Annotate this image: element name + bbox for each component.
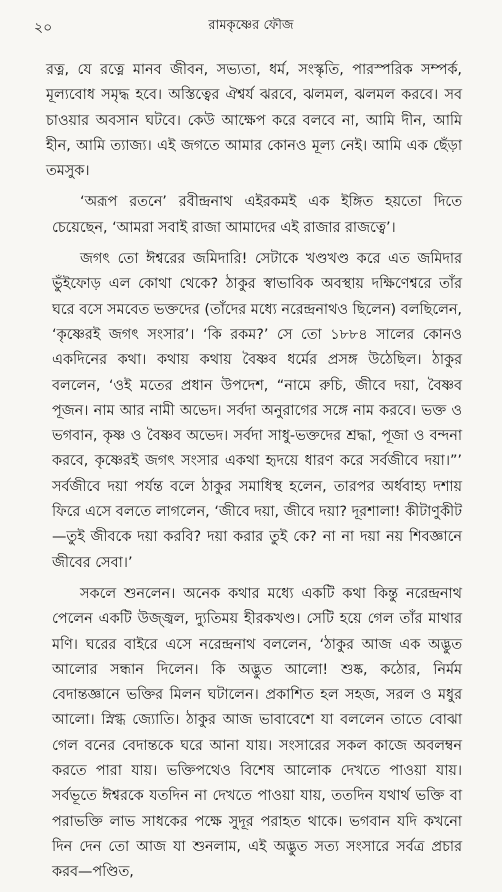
body-text <box>46 58 462 892</box>
paragraph-continuation: রত্ন, যে রত্নে মানব জীবন, সভ্যতা, ধর্ম, সংস্কৃতি, পারস্পরিক সম্পর্ক, মূল্যবোধ সমৃদ্ধ হবে। অস্তিত্বের ঐশ্বর্য ঝরবে, ঝলমল, ঝলমল করবে। সব চাওয়ার অবসান ঘটবে। কেউ আক্ষেপ করে বলবে না, আমি দীন, আমি হীন, আমি ত্যাজ্য। এই জগতে আমার কোনও মূল্য নেই। আমি এক ছেঁড়া তমসুক। <box>46 62 462 180</box>
paragraph: ‘অরূপ রতনে’ রবীন্দ্রনাথ এইরকমই এক ইঙ্গিত হয়তো দিতে চেয়েছেন, ‘আমরা সবাই রাজা আমাদের এই রাজার রাজত্বে’। <box>52 194 462 236</box>
running-title: রামকৃষ্ণের ফৌজ <box>208 18 294 33</box>
paragraph: সকলে শুনলেন। অনেক কথার মধ্যে একটি কথা কিন্তু নরেন্দ্রনাথ পেলেন একটি উজ্জ্বল, দ্যুতিময় হীরকখণ্ড। সেটি হয়ে গেল তাঁর মাথার মণি। ঘরের বাইরে এসে নরেন্দ্রনাথ বললেন, ‘ঠাকুর আজ এক অদ্ভুত আলোর সন্ধান দিলেন। কি অদ্ভুত আলো! শুষ্ক, কঠোর, নির্মম বেদান্তজ্ঞানে ভক্তির মিলন ঘটালেন। প্রকাশিত হল সহজ, সরল ও মধুর আলো। স্নিগ্ধ জ্যোতি। ঠাকুর আজ ভাবাবেশে যা বললেন তাতে বোঝা গেল বনের বেদান্তকে ঘরে আনা যায়। সংসারের সকল কাজে অবলম্বন করতে পারা যায়। ভক্তিপথেও বিশেষ আলোক দেখতে পাওয়া যায়। সর্বভূতে ঈশ্বরকে যতদিন না দেখতে পাওয়া যায়, ততদিন যথার্থ ভক্তি বা পরাভক্তি লাভ সাধকের পক্ষে সুদূর পরাহত থাকে। ভগবান যদি কখনো দিন দেন তো আজ যা শুনলাম, এই অদ্ভুত সত্য সংসারে সর্বত্র প্রচার করব—পণ্ডিত, <box>52 585 462 881</box>
paragraph: জগৎ তো ঈশ্বরের জমিদারি! সেটাকে খণ্ডখণ্ড করে এত জমিদার ভুঁইফোড় এল কোথা থেকে? ঠাকুর স্বাভাবিক অবস্থায় দক্ষিণেশ্বরে তাঁর ঘরে বসে সমবেত ভক্তদের (তাঁদের মধ্যে নরেন্দ্রনাথও ছিলেন) বলছিলেন, ‘কৃষ্ণেরই জগৎ সংসার’। ‘কি রকম?’ সে তো ১৮৮৪ সালের কোনও একদিনের কথা। কথায় কথায় বৈষ্ণব ধর্মের প্রসঙ্গ উঠেছিল। ঠাকুর বললেন, ‘ওই মতের প্রধান উপদেশ, “নামে রুচি, জীবে দয়া, বৈষ্ণব পূজন। নাম আর নামী অভেদ। সর্বদা অনুরাগের সঙ্গে নাম করবে। ভক্ত ও ভগবান, কৃষ্ণ ও বৈষ্ণব অভেদ। সর্বদা সাধু-ভক্তদের শ্রদ্ধা, পূজা ও বন্দনা করবে, কৃষ্ণেরই জগৎ সংসার একথা হৃদয়ে ধারণ করে সর্বজীবে দয়া।”’ সর্বজীবে দয়া পর্যন্ত বলে ঠাকুর সমাধিস্থ হলেন, তারপর অর্ধবাহ্য দশায় ফিরে এসে বলতে লাগলেন, ‘জীবে দয়া, জীবে দয়া? দূরশালা! কীটাণুকীট—তুই জীবকে দয়া করবি? দয়া করার তুই কে? না না দয়া নয় শিবজ্ঞানে জীবের সেবা।’ <box>52 251 462 571</box>
page-header <box>0 14 502 38</box>
page-number: ২০ <box>34 20 53 36</box>
